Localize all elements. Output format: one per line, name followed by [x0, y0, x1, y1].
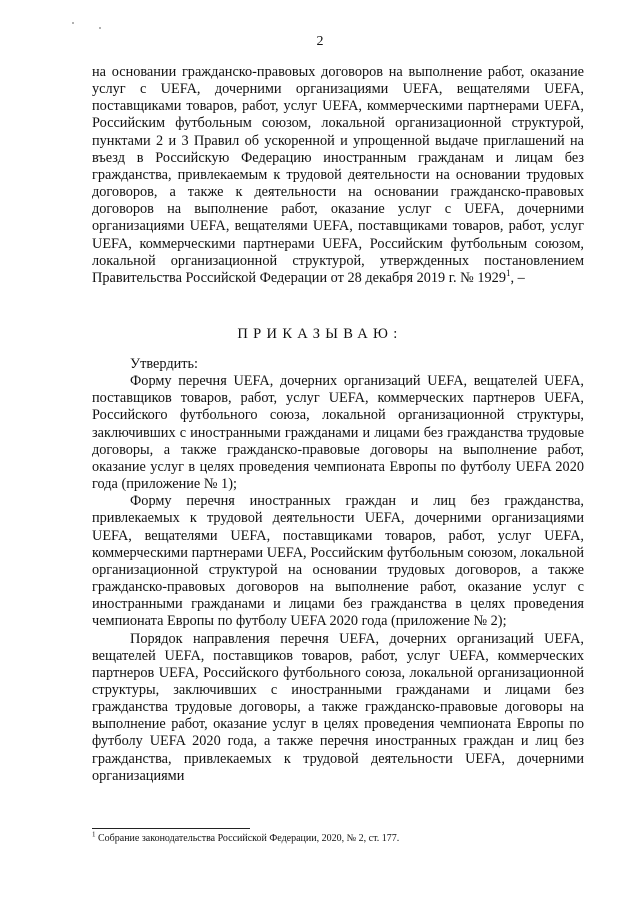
intro-paragraph-text	[92, 64, 584, 287]
footnote-marker: 1	[92, 830, 96, 839]
footnote-divider	[92, 828, 250, 829]
order-item-1: Форму перечня UEFA, дочерних организаций UEFA, вещателей UEFA, поставщиков товаров, работ, услуг UEFA, коммерческих партнеров UEFA, Российского футбольного союза, локальной организационной структуры, заключивших с иностранными гражданами и лицами без гражданства трудовые договоры, а также гражданско-правовые договоры на выполнение работ, оказание услуг в целях проведения чемпионата Европы по футболу UEFA 2020 года (приложение № 1);	[92, 373, 584, 493]
order-body	[92, 356, 584, 785]
intro-tail: , –	[510, 269, 525, 286]
scan-speck	[99, 27, 101, 29]
order-item-2: Форму перечня иностранных граждан и лиц без гражданства, привлекаемых к трудовой деятельности UEFA, дочерними организациями UEFA, вещателями UEFA, поставщиками товаров, работ, услуг UEFA, коммерческими партнерами UEFA, Российским футбольным союзом, локальной организационной структурой на основании трудовых договоров, а также гражданско-правовых договоров на выполнение работ, оказание услуг с иностранными гражданами и лицами без гражданства в целях проведения чемпионата Европы по футболу UEFA 2020 года (приложение № 2);	[92, 493, 584, 630]
order-item-3: Порядок направления перечня UEFA, дочерних организаций UEFA, вещателей UEFA, поставщиков товаров, работ, услуг UEFA, коммерческих партнеров UEFA, Российского футбольного союза, локальной организационной структуры, заключивших с иностранными гражданами и лицами без гражданства трудовые договоры, а также гражданско-правовые договоры на выполнение работ, оказание услуг в целях проведения чемпионата Европы по футболу UEFA 2020 года, а также перечня иностранных граждан и лиц без гражданства, привлекаемых к трудовой деятельности UEFA, дочерними организациями	[92, 630, 584, 784]
approve-label: Утвердить:	[130, 356, 199, 372]
intro-text: на основании гражданско-правовых договоров на выполнение работ, оказание услуг с UEFA, дочерними организациями UEFA, вещателями UEFA, поставщиками товаров, работ, услуг UEFA, коммерческими партнерами UEFA, Российским футбольным союзом, локальной организационной структурой, пунктами 2 и 3 Правил об ускоренной и упрощенной выдаче приглашений на въезд в Российскую Федерацию иностранным гражданам и лицам без гражданства, привлекаемым к трудовой деятельности на основании трудовых договоров, а также к деятельности на основании гражданско-правовых договоров на выполнение работ, оказание услуг с UEFA, дочерними организациями UEFA, вещателями UEFA, поставщиками товаров, работ, услуг UEFA, коммерческими партнерами UEFA, Российским футбольным союзом, локальной организационной структурой, утвержденных постановлением Правительства Российской Федерации от 28 декабря 2019 г. № 1929	[92, 64, 584, 286]
footnote	[92, 830, 584, 845]
intro-paragraph	[92, 64, 584, 287]
footnote-reference: 1	[505, 268, 511, 279]
footnote-text: Собрание законодательства Российской Федерации, 2020, № 2, ст. 177.	[98, 833, 400, 844]
scan-speck	[72, 22, 74, 24]
page-number: 2	[316, 34, 324, 49]
order-heading: ПРИКАЗЫВАЮ:	[237, 326, 403, 342]
